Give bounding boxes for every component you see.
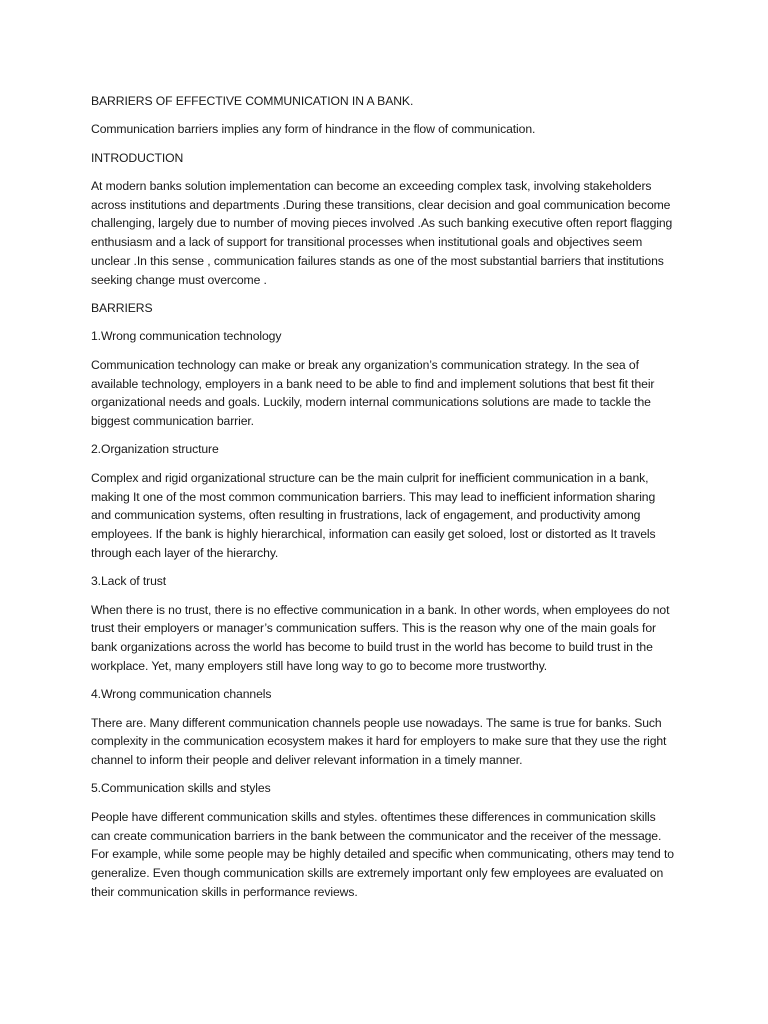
barrier-paragraph: Communication technology can make or break any organization’s communication strategy. In the sea of available technology, employers in a bank need to be able to find and implement solutions that best fit their organizational needs and goals. Luckily, modern internal communications solutions are made to tackle the biggest communication barrier.: [91, 357, 655, 429]
document-title: BARRIERS OF EFFECTIVE COMMUNICATION IN A BANK.: [91, 94, 414, 108]
barrier-paragraph: Complex and rigid organizational structure can be the main culprit for inefficient communication in a bank, making It one of the most common communication barriers. This may lead to inefficient information sharing and communication systems, often resulting in frustrations, lack of engagement, and productivity among employees. If the bank is highly hierarchical, information can easily get soloed, lost or distorted as It travels through each layer of the hierarchy.: [91, 470, 656, 560]
introduction-paragraph: At modern banks solution implementation can become an exceeding complex task, involving stakeholders across institutions and departments .During these transitions, clear decision and goal communication become challenging, largely due to number of moving pieces involved .As such banking executive often report flagging enthusiasm and a lack of support for transitional processes when institutional goals and objectives seem unclear .In this sense , communication failures stands as one of the most substantial barriers that institutions seeking change must overcome .: [91, 178, 673, 287]
barrier-paragraph: When there is no trust, there is no effective communication in a bank. In other words, when employees do not trust their employers or manager’s communication suffers. This is the reason why one of the main goals for bank organizations across the world has become to build trust in the world has become to build trust in the workplace. Yet, many employers still have long way to go to become more trustworthy.: [91, 602, 670, 673]
definition-paragraph: Communication barriers implies any form of hindrance in the flow of communication.: [91, 122, 536, 137]
barrier-heading: 5.Communication skills and styles: [91, 781, 271, 796]
barrier-heading: 2.Organization structure: [91, 442, 219, 457]
barrier-heading: 3.Lack of trust: [91, 574, 167, 589]
barrier-paragraph: People have different communication skills and styles. oftentimes these differences in communication skills can create communication barriers in the bank between the communicator and the receiver of the message. For example, while some people may be highly detailed and specific when communicating, others may tend to generalize. Even though communication skills are extremely important only few employees are evaluated on their communication skills in performance reviews.: [91, 809, 674, 899]
barriers-heading: BARRIERS: [91, 301, 153, 316]
introduction-heading: INTRODUCTION: [91, 150, 184, 165]
barrier-heading: 4.Wrong communication channels: [91, 687, 272, 702]
barrier-heading: 1.Wrong communication technology: [91, 329, 282, 344]
document-body: [91, 92, 676, 911]
barrier-paragraph: There are. Many different communication channels people use nowadays. The same is true for banks. Such complexity in the communication ecosystem makes it hard for employers to make sure that they use the right channel to inform their people and deliver relevant information in a timely manner.: [91, 715, 667, 768]
